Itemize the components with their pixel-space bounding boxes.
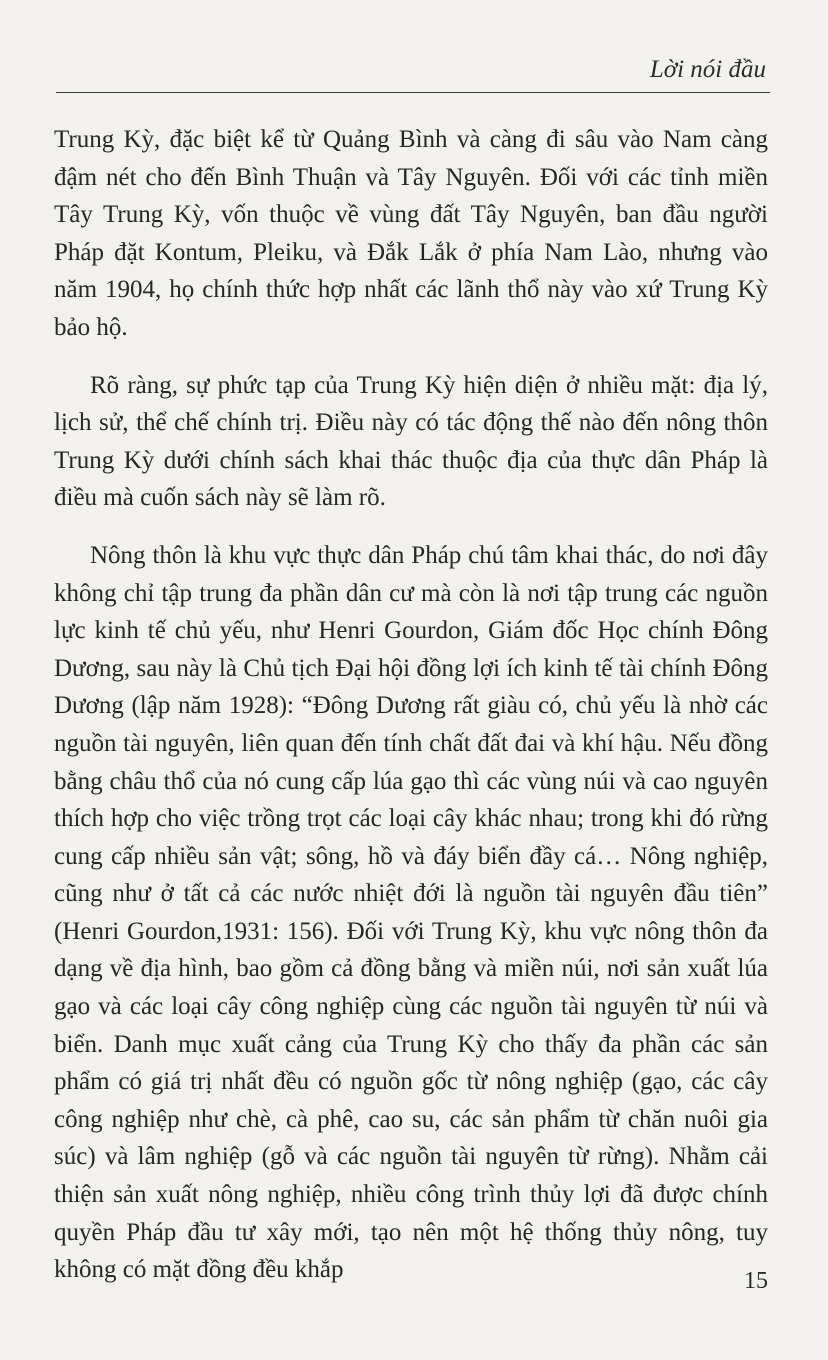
- paragraph-2: Rõ ràng, sự phức tạp của Trung Kỳ hiện diện ở nhiều mặt: địa lý, lịch sử, thể chế chính trị. Điều này có tác động thế nào đến nông thôn Trung Kỳ dưới chính sách khai thác thuộc địa của thực dân Pháp là điều mà cuốn sách này sẽ làm rõ.: [54, 371, 768, 512]
- page-number: 15: [744, 1268, 768, 1294]
- body-text: [54, 121, 768, 1289]
- paragraph-3: Nông thôn là khu vực thực dân Pháp chú tâm khai thác, do nơi đây không chỉ tập trung đa phần dân cư mà còn là nơi tập trung các nguồn lực kinh tế chủ yếu, như Henri Gourdon, Giám đốc Học chính Đông Dương, sau này là Chủ tịch Đại hội đồng lợi ích kinh tế tài chính Đông Dương (lập năm 1928): “Đông Dương rất giàu có, chủ yếu là nhờ các nguồn tài nguyên, liên quan đến tính chất đất đai và khí hậu. Nếu đồng bằng châu thổ của nó cung cấp lúa gạo thì các vùng núi và cao nguyên thích hợp cho việc trồng trọt các loại cây khác nhau; trong khi đó rừng cung cấp nhiều sản vật; sông, hồ và đáy biển đầy cá… Nông nghiệp, cũng như ở tất cả các nước nhiệt đới là nguồn tài nguyên đầu tiên” (Henri Gourdon,1931: 156). Đối với Trung Kỳ, khu vực nông thôn đa dạng về địa hình, bao gồm cả đồng bằng và miền núi, nơi sản xuất lúa gạo và các loại cây công nghiệp cùng các nguồn tài nguyên từ núi và biển. Danh mục xuất cảng của Trung Kỳ cho thấy đa phần các sản phẩm có giá trị nhất đều có nguồn gốc từ nông nghiệp (gạo, các cây công nghiệp như chè, cà phê, cao su, các sản phẩm từ chăn nuôi gia súc) và lâm nghiệp (gỗ và các nguồn tài nguyên từ rừng). Nhằm cải thiện sản xuất nông nghiệp, nhiều công trình thủy lợi đã được chính quyền Pháp đầu tư xây mới, tạo nên một hệ thống thủy nông, tuy không có mặt đồng đều khắp: [54, 541, 768, 1284]
- header-divider: [56, 92, 770, 93]
- running-header-title: Lời nói đầu: [649, 56, 766, 83]
- paragraph-1: Trung Kỳ, đặc biệt kể từ Quảng Bình và càng đi sâu vào Nam càng đậm nét cho đến Bình Thuận và Tây Nguyên. Đối với các tỉnh miền Tây Trung Kỳ, vốn thuộc về vùng đất Tây Nguyên, ban đầu người Pháp đặt Kontum, Pleiku, và Đắk Lắk ở phía Nam Lào, nhưng vào năm 1904, họ chính thức hợp nhất các lãnh thổ này vào xứ Trung Kỳ bảo hộ.: [54, 126, 768, 341]
